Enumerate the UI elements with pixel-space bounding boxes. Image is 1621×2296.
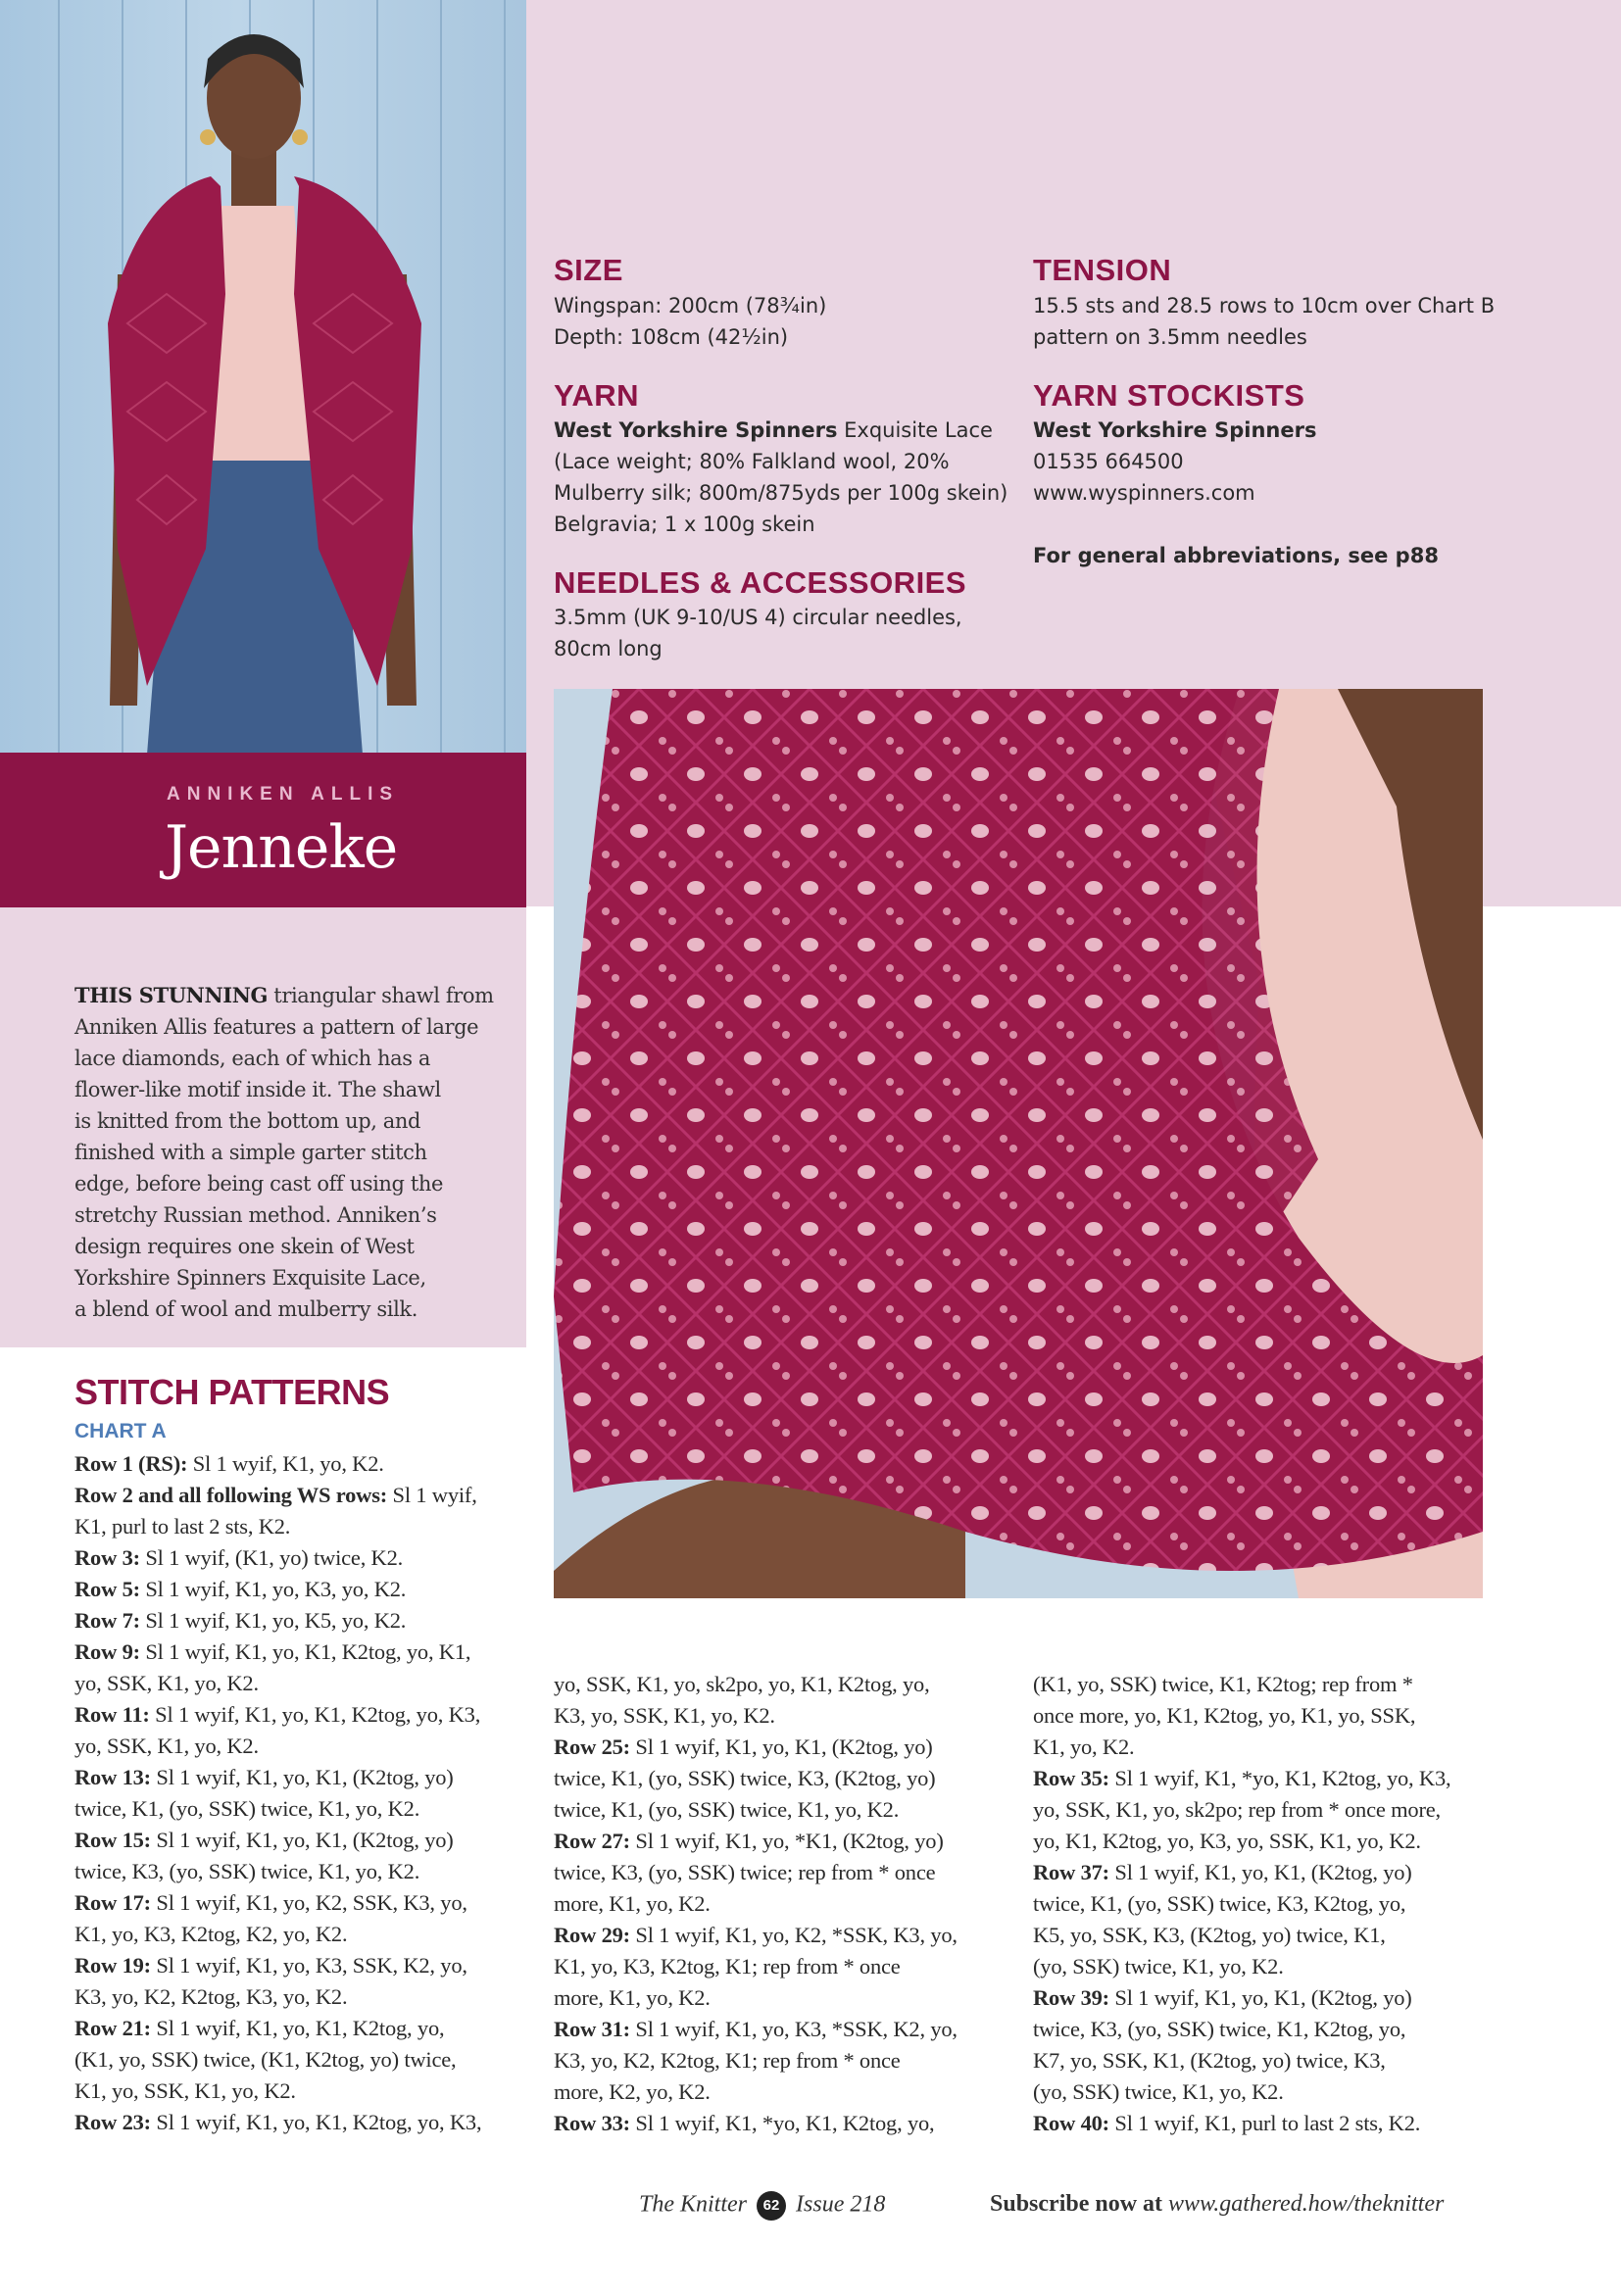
footer-issue [639,2191,885,2221]
row-instructions: K5, yo, SSK, K3, (K2tog, yo) twice, K1, [1033,1923,1386,1947]
row-label: Row 23: [74,2110,151,2134]
row-instructions: Sl 1 wyif, K1, yo, K3, yo, K2. [139,1577,407,1601]
pattern-row [74,1605,525,1637]
tension-heading: TENSION [1033,253,1172,287]
row-instructions: (yo, SSK) twice, K1, yo, K2. [1033,1954,1284,1978]
pattern-row [74,1981,525,2013]
pattern-row [554,1732,1005,1763]
row-label: Row 5: [74,1577,140,1601]
pattern-row [1033,1888,1484,1920]
row-instructions: yo, K1, K2tog, yo, K3, yo, SSK, K1, yo, K2. [1033,1829,1421,1853]
row-label: Row 31: [554,2017,630,2041]
row-label: Row 40: [1033,2111,1109,2135]
row-instructions: Sl 1 wyif, K1, yo, K2. [187,1451,384,1476]
pattern-row [74,1919,525,1950]
row-label: Row 11: [74,1702,150,1727]
row-label: Row 25: [554,1734,630,1759]
tension-details [1033,290,1495,353]
needles-line-1: 3.5mm (UK 9-10/US 4) circular needles, [554,606,962,629]
issue-number: Issue 218 [796,2191,886,2218]
pattern-row [74,2013,525,2044]
yarn-line [554,415,1024,446]
intro-line: lace diamonds, each of which has a [74,1047,431,1070]
subscribe-label: Subscribe now at [990,2191,1163,2217]
row-label: Row 1 (RS): [74,1451,188,1476]
row-label: Row 27: [554,1829,630,1853]
row-instructions: Sl 1 wyif, (K1, yo) twice, K2. [139,1545,404,1570]
row-instructions: Sl 1 wyif, K1, yo, K1, (K2tog, yo) [150,1765,454,1789]
row-label: Row 19: [74,1953,151,1978]
intro-line: edge, before being cast off using the [74,1172,444,1196]
pattern-row [1033,2014,1484,2045]
row-instructions: Sl 1 wyif, K1, yo, K3, *SSK, K2, yo, [629,2017,958,2041]
pattern-row [1033,1826,1484,1857]
magazine-name: The Knitter [639,2191,748,2218]
row-instructions: (K1, yo, SSK) twice, K1, K2tog; rep from * [1033,1672,1413,1696]
row-instructions: Sl 1 wyif, K1, *yo, K1, K2tog, yo, [629,2111,935,2135]
size-details [554,290,826,353]
row-instructions: yo, SSK, K1, yo, K2. [74,1671,259,1695]
row-instructions: K1, yo, K3, K2tog, K1; rep from * once [554,1954,901,1978]
yarn-brand: West Yorkshire Spinners [554,418,838,442]
row-instructions: Sl 1 wyif, K1, yo, K1, K2tog, yo, K3, [150,2110,482,2134]
pattern-row [1033,1951,1484,1982]
footer-subscribe [990,2191,1444,2218]
row-label: Row 39: [1033,1985,1109,2010]
pattern-row [74,2107,525,2138]
row-instructions: Sl 1 wyif, K1, yo, K1, (K2tog, yo) [1108,1860,1412,1884]
intro-text [74,980,496,1325]
pattern-row [554,1794,1005,1826]
row-label: Row 21: [74,2016,151,2040]
row-label: Row 2 and all following WS rows: [74,1483,388,1507]
row-instructions: twice, K1, (yo, SSK) twice, K3, K2tog, yo, [1033,1891,1406,1916]
pattern-row [1033,1763,1484,1794]
row-label: Row 29: [554,1923,630,1947]
pattern-row [74,1825,525,1856]
page-number: 62 [757,2191,786,2221]
row-instructions: Sl 1 wyif, K1, yo, K5, yo, K2. [139,1608,407,1633]
row-instructions: yo, SSK, K1, yo, sk2po, yo, K1, K2tog, yo, [554,1672,930,1696]
row-instructions: more, K1, yo, K2. [554,1891,711,1916]
pattern-row [74,1480,525,1511]
row-label: Row 17: [74,1890,151,1915]
row-instructions: K1, yo, K2. [1033,1734,1135,1759]
row-instructions: twice, K1, (yo, SSK) twice, K3, (K2tog, yo) [554,1766,936,1790]
model-photo [0,0,526,755]
stockists-heading: YARN STOCKISTS [1033,378,1305,413]
row-label: Row 15: [74,1828,151,1852]
yarn-details [554,415,1024,540]
row-instructions: more, K2, yo, K2. [554,2079,711,2104]
row-instructions: twice, K3, (yo, SSK) twice; rep from * once [554,1860,936,1884]
intro-line: finished with a simple garter stitch [74,1141,427,1164]
row-label: Row 37: [1033,1860,1109,1884]
pattern-row [554,1857,1005,1888]
row-instructions: (K1, yo, SSK) twice, (K1, K2tog, yo) twice, [74,2047,457,2072]
pattern-row [554,1763,1005,1794]
pattern-row [74,2044,525,2076]
pattern-row [554,1951,1005,1982]
intro-line: triangular shawl from [268,984,494,1007]
pattern-row [1033,1732,1484,1763]
pattern-row [554,1669,1005,1700]
row-instructions: Sl 1 wyif, K1, *yo, K1, K2tog, yo, K3, [1108,1766,1451,1790]
intro-line: Yorkshire Spinners Exquisite Lace, [74,1266,426,1290]
row-instructions: twice, K1, (yo, SSK) twice, K1, yo, K2. [554,1797,900,1822]
row-instructions: Sl 1 wyif, K1, yo, *K1, (K2tog, yo) [629,1829,944,1853]
pattern-row [1033,1669,1484,1700]
size-heading: SIZE [554,253,623,287]
pattern-row [554,2045,1005,2076]
row-instructions: twice, K1, (yo, SSK) twice, K1, yo, K2. [74,1796,420,1821]
intro-line: is knitted from the bottom up, and [74,1109,421,1133]
pattern-row [74,1448,525,1480]
row-instructions: K1, yo, K3, K2tog, K2, yo, K2. [74,1922,348,1946]
pattern-column-2 [554,1669,1005,2139]
pattern-row [74,2076,525,2107]
pattern-row [74,1887,525,1919]
pattern-row [74,1668,525,1699]
row-label: Row 13: [74,1765,151,1789]
row-instructions: Sl 1 wyif, K1, yo, K1, (K2tog, yo) [150,1828,454,1852]
row-instructions: K3, yo, SSK, K1, yo, K2. [554,1703,775,1728]
yarn-heading: YARN [554,378,639,413]
row-instructions: (yo, SSK) twice, K1, yo, K2. [1033,2079,1284,2104]
row-label: Row 9: [74,1639,140,1664]
row-instructions: Sl 1 wyif, K1, yo, K1, K2tog, yo, K3, [149,1702,481,1727]
yarn-fibre-2: Mulberry silk; 800m/875yds per 100g skein) [554,481,1008,505]
row-label: Row 3: [74,1545,140,1570]
subscribe-link[interactable]: www.gathered.how/theknitter [1168,2191,1445,2217]
yarn-fibre: (Lace weight; 80% Falkland wool, 20% [554,450,950,473]
pattern-row [554,1982,1005,2014]
pattern-row [554,2014,1005,2045]
pattern-title: Jenneke [165,813,398,882]
size-depth: Depth: 108cm (42½in) [554,325,789,349]
row-instructions: Sl 1 wyif, K1, yo, K1, K2tog, yo, [150,2016,445,2040]
pattern-row [74,1950,525,1981]
needles-heading: NEEDLES & ACCESSORIES [554,565,967,600]
row-instructions: Sl 1 wyif, K1, yo, K2, *SSK, K3, yo, [629,1923,958,1947]
pattern-row [1033,1700,1484,1732]
pattern-row [1033,1794,1484,1826]
row-instructions: K7, yo, SSK, K1, (K2tog, yo) twice, K3, [1033,2048,1386,2073]
size-wingspan: Wingspan: 200cm (78¾in) [554,294,827,318]
pattern-row [74,1793,525,1825]
intro-line: design requires one skein of West [74,1235,415,1258]
needles-line-2: 80cm long [554,637,663,660]
pattern-row [74,1574,525,1605]
row-instructions: more, K1, yo, K2. [554,1985,711,2010]
row-instructions: K1, yo, SSK, K1, yo, K2. [74,2078,296,2103]
row-instructions: yo, SSK, K1, yo, sk2po; rep from * once more, [1033,1797,1441,1822]
pattern-row [554,2076,1005,2108]
pattern-row [554,1826,1005,1857]
row-instructions: Sl 1 wyif, K1, yo, K1, K2tog, yo, K1, [139,1639,471,1664]
row-instructions: Sl 1 wyif, K1, purl to last 2 sts, K2. [1108,2111,1421,2135]
row-instructions: twice, K3, (yo, SSK) twice, K1, yo, K2. [74,1859,420,1883]
stockists-details [1033,415,1439,571]
tension-line-1: 15.5 sts and 28.5 rows to 10cm over Chart B [1033,294,1496,318]
chart-a-label: CHART A [74,1420,167,1442]
row-instructions: yo, SSK, K1, yo, K2. [74,1734,259,1758]
row-label: Row 7: [74,1608,140,1633]
pattern-row [1033,2108,1484,2139]
pattern-row [554,1888,1005,1920]
pattern-column-1 [74,1448,525,2138]
pattern-row [74,1762,525,1793]
yarn-product: Exquisite Lace [837,418,993,442]
row-instructions: K1, purl to last 2 sts, K2. [74,1514,291,1539]
pattern-row [1033,1857,1484,1888]
pattern-row [1033,1920,1484,1951]
row-instructions: Sl 1 wyif, K1, yo, K1, (K2tog, yo) [629,1734,933,1759]
row-instructions: Sl 1 wyif, K1, yo, K3, SSK, K2, yo, [150,1953,467,1978]
row-instructions: K3, yo, K2, K2tog, K1; rep from * once [554,2048,901,2073]
intro-line: stretchy Russian method. Anniken’s [74,1203,437,1227]
stockist-website[interactable]: www.wyspinners.com [1033,481,1255,505]
intro-line: Anniken Allis features a pattern of large [74,1015,479,1039]
needles-details [554,602,962,664]
tension-line-2: pattern on 3.5mm needles [1033,325,1307,349]
pattern-column-3 [1033,1669,1484,2139]
row-instructions: Sl 1 wyif, [387,1483,477,1507]
pattern-row [1033,2076,1484,2108]
row-instructions: Sl 1 wyif, K1, yo, K2, SSK, K3, yo, [150,1890,467,1915]
row-instructions: twice, K3, (yo, SSK) twice, K1, K2tog, yo, [1033,2017,1406,2041]
intro-line: a blend of wool and mulberry silk. [74,1297,418,1321]
abbreviations-note: For general abbreviations, see p88 [1033,544,1439,567]
pattern-row [1033,1982,1484,2014]
shawl-closeup-photo [554,689,1483,1598]
pattern-row [554,1700,1005,1732]
intro-lead: THIS STUNNING [74,983,269,1007]
pattern-row [74,1699,525,1731]
pattern-row [1033,2045,1484,2076]
stockist-phone: 01535 664500 [1033,450,1184,473]
designer-name: ANNIKEN ALLIS [167,784,400,805]
stitch-patterns-heading: STITCH PATTERNS [74,1372,390,1412]
yarn-colour: Belgravia; 1 x 100g skein [554,513,815,536]
row-label: Row 33: [554,2111,630,2135]
pattern-row [74,1856,525,1887]
stockist-name: West Yorkshire Spinners [1033,418,1317,442]
row-instructions: Sl 1 wyif, K1, yo, K1, (K2tog, yo) [1108,1985,1412,2010]
pattern-row [74,1731,525,1762]
pattern-row [74,1511,525,1542]
row-instructions: once more, yo, K1, K2tog, yo, K1, yo, SSK, [1033,1703,1416,1728]
row-instructions: K3, yo, K2, K2tog, K3, yo, K2. [74,1984,348,2009]
row-label: Row 35: [1033,1766,1109,1790]
intro-line: flower-like motif inside it. The shawl [74,1078,441,1101]
pattern-row [554,1920,1005,1951]
pattern-row [74,1637,525,1668]
pattern-row [74,1542,525,1574]
pattern-row [554,2108,1005,2139]
